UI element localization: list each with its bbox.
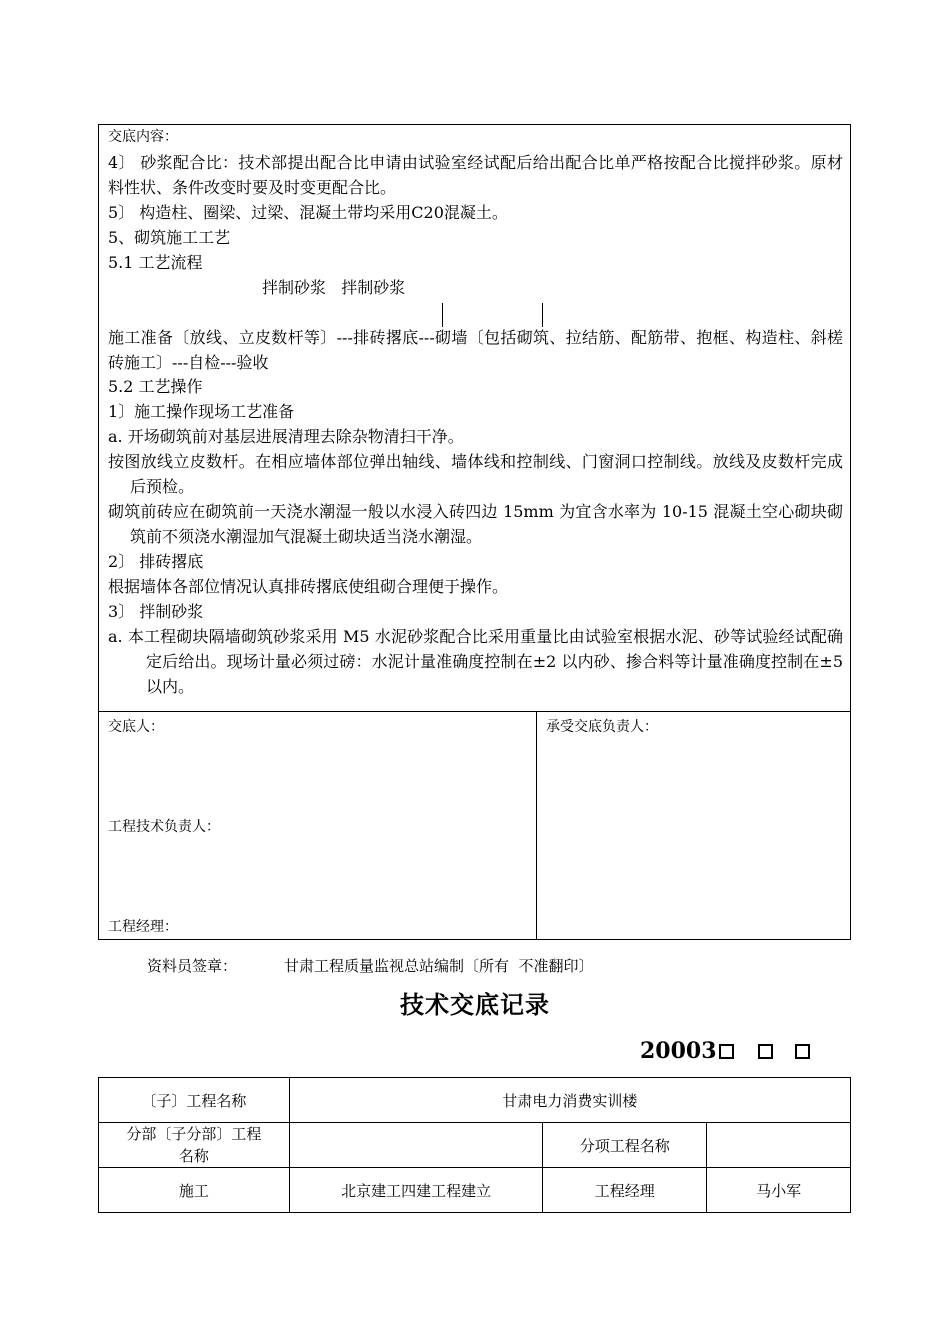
checkbox-square — [795, 1044, 810, 1059]
clerk-signature-label: 资料员签章： — [147, 957, 238, 975]
item-1-heading: 1〕施工操作现场工艺准备 — [108, 402, 295, 421]
manager-label: 工程经理： — [108, 919, 178, 935]
document-number-value: 20003 — [640, 1038, 717, 1064]
flow-mortar-labels: 拌制砂浆 拌制砂浆 — [262, 278, 406, 297]
item-1a-text: a. 开场砌筑前对基层进展清理去除杂物清扫干净。 — [108, 427, 464, 446]
process-flow-text: 施工准备〔放线、立皮数杆等〕---排砖撂底---砌墙〔包括砌筑、拉结筋、配筋带、抱框、构造柱、斜槎砖施工〕---自检---验收 — [108, 328, 843, 372]
page-title: 技术交底记录 — [400, 990, 550, 1019]
project-info-table — [98, 1077, 851, 1213]
checkbox-square — [758, 1044, 773, 1059]
project-name-label: 〔子〕工程名称 — [99, 1078, 290, 1123]
item-name-label: 分项工程名称 — [543, 1123, 707, 1168]
project-name-value: 甘肃电力消费实训楼 — [289, 1078, 850, 1123]
construction-value: 北京建工四建工程建立 — [289, 1168, 543, 1213]
publisher-note: 甘肃工程质量监视总站编制〔所有 不准翻印〕 — [284, 957, 594, 975]
signature-divider — [536, 711, 537, 940]
item-2-heading: 2〕 排砖撂底 — [108, 552, 204, 571]
subpart-label: 分部〔子分部〕工程名称 — [99, 1123, 290, 1168]
document-number — [640, 1038, 810, 1064]
construction-label: 施工 — [99, 1168, 290, 1213]
mortar-mix-paragraph: 4〕 砂浆配合比：技术部提出配合比申请由试验室经试配后给出配合比单严格按配合比搅拌砂浆。原材料性状、条件改变时要及时变更配合比。 — [108, 153, 843, 197]
subpart-value — [289, 1123, 543, 1168]
item-2-text: 根据墙体各部位情况认真排砖撂底使组砌合理便于操作。 — [108, 577, 509, 596]
project-manager-value: 马小军 — [707, 1168, 851, 1213]
table-row — [99, 1123, 851, 1168]
table-row — [99, 1078, 851, 1123]
section-51-heading: 5.1 工艺流程 — [108, 253, 203, 272]
item-1c-text: 砌筑前砖应在砌筑前一天浇水潮湿一般以水浸入砖四边 15mm 为宜含水率为 10-15 混凝土空心砌块砌筑前不须浇水潮湿加气混凝土砌块适当浇水潮湿。 — [108, 502, 843, 546]
table-row — [99, 1168, 851, 1213]
project-manager-label: 工程经理 — [543, 1168, 707, 1213]
tech-lead-label: 工程技术负责人： — [108, 819, 220, 835]
checkbox-square — [719, 1044, 734, 1059]
item-1b-text: 按图放线立皮数杆。在相应墙体部位弹出轴线、墙体线和控制线、门窗洞口控制线。放线及皮数杆完成后预检。 — [108, 452, 843, 496]
receiver-label: 承受交底负责人： — [546, 719, 658, 735]
flow-arrow-line — [442, 303, 443, 327]
item-3-heading: 3〕 拌制砂浆 — [108, 602, 204, 621]
discloser-label: 交底人： — [108, 719, 164, 735]
item-name-value — [707, 1123, 851, 1168]
concrete-paragraph: 5〕 构造柱、圈梁、过梁、混凝土带均采用C20混凝土。 — [108, 203, 508, 222]
section-5-heading: 5、砌筑施工工艺 — [108, 228, 231, 247]
item-3a-text: a. 本工程砌块隔墙砌筑砂浆采用 M5 水泥砂浆配合比采用重量比由试验室根据水泥、砂等试验经试配确定后给出。现场计量必须过磅：水泥计量准确度控制在±2 以内砂、掺合料等计量准确度控制在±5 以内。 — [108, 627, 843, 696]
section-52-heading: 5.2 工艺操作 — [108, 377, 203, 396]
content-header-label: 交底内容： — [108, 129, 178, 145]
flow-arrow-line — [542, 303, 543, 327]
